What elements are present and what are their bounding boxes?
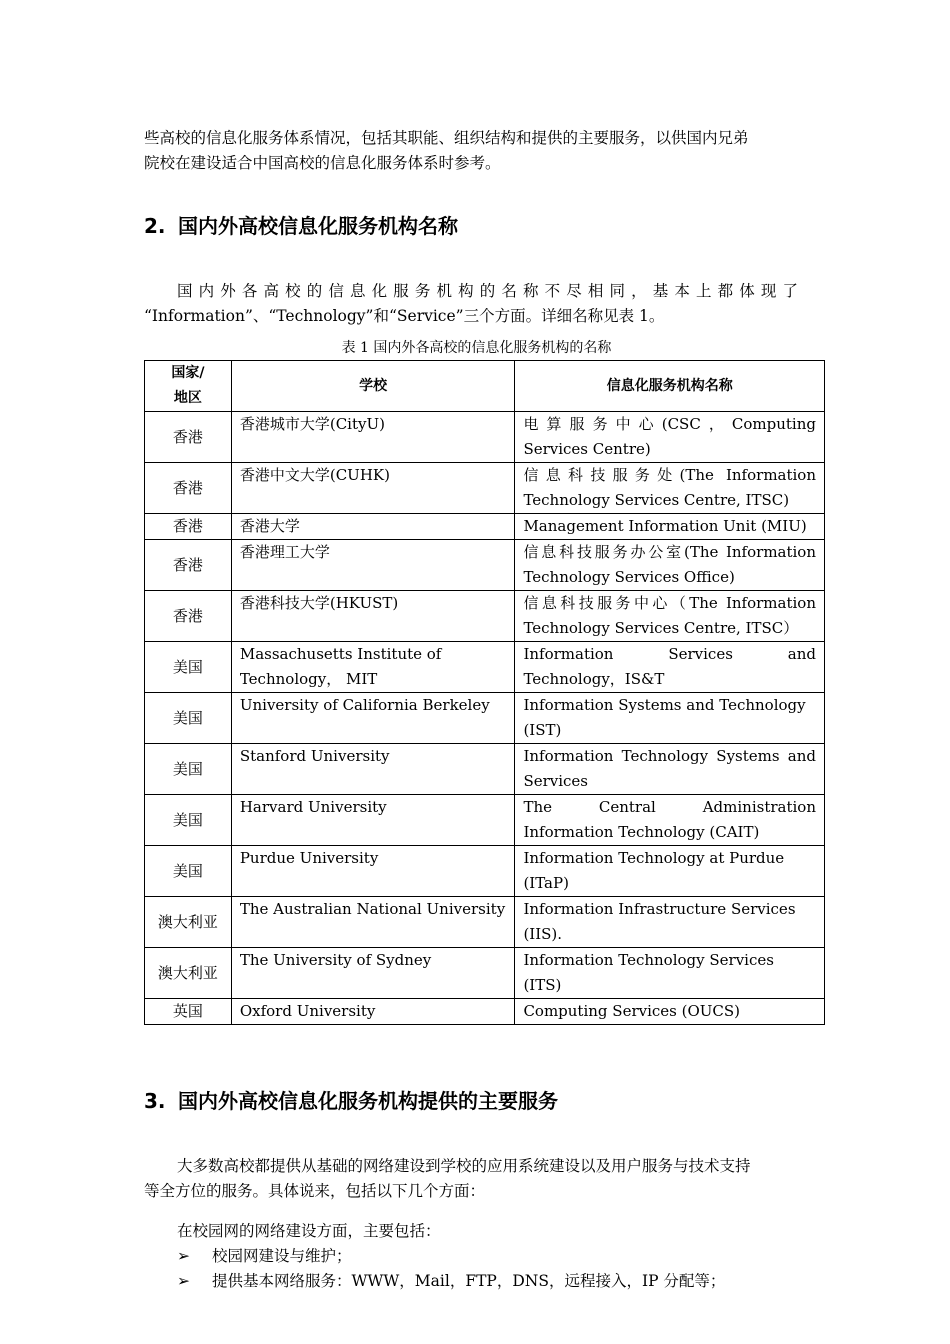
- cell-country: 澳大利亚: [145, 897, 232, 948]
- section3-title: 国内外高校信息化服务机构提供的主要服务: [178, 1089, 558, 1113]
- bullet-arrow-icon: ➢: [177, 1247, 190, 1265]
- header-country: 国家/ 地区: [145, 361, 232, 412]
- table-row: [145, 591, 825, 642]
- cell-org: The Central Administration Information Technology (CAIT): [515, 795, 825, 846]
- cell-school: 香港城市大学(CityU): [231, 412, 515, 463]
- table-row: [145, 744, 825, 795]
- cell-school: 香港中文大学(CUHK): [231, 463, 515, 514]
- cell-org: Information Technology at Purdue (ITaP): [515, 846, 825, 897]
- cell-school: The University of Sydney: [231, 948, 515, 999]
- table-row: [145, 795, 825, 846]
- cell-org: 信息科技服务中心（The Information Technology Services Centre, ITSC）: [515, 591, 825, 642]
- section2-heading: [144, 212, 809, 240]
- cell-country: 香港: [145, 540, 232, 591]
- table-row: [145, 412, 825, 463]
- cell-school: 香港科技大学(HKUST): [231, 591, 515, 642]
- bullet-item: [144, 1269, 809, 1294]
- table-body: [145, 412, 825, 1025]
- section2-title: 国内外高校信息化服务机构名称: [178, 214, 458, 238]
- cell-country: 美国: [145, 846, 232, 897]
- cell-country: 美国: [145, 795, 232, 846]
- table-row: [145, 999, 825, 1025]
- section3-sub-intro: 在校园网的网络建设方面，主要包括：: [177, 1222, 441, 1240]
- section2-para-line2: “Information”、“Technology”和“Service”三个方面。详细名称见表 1。: [144, 307, 665, 325]
- cell-school: Purdue University: [231, 846, 515, 897]
- bullet-text: 提供基本网络服务：WWW，Mail，FTP，DNS，远程接入，IP 分配等；: [212, 1272, 726, 1290]
- intro-line1: 些高校的信息化服务体系情况，包括其职能、组织结构和提供的主要服务，以供国内兄弟: [144, 129, 749, 147]
- institutions-table: [144, 360, 825, 1025]
- cell-org: 信息科技服务处(The Information Technology Services Centre, ITSC): [515, 463, 825, 514]
- cell-country: 美国: [145, 642, 232, 693]
- cell-country: 香港: [145, 591, 232, 642]
- cell-org: Information Infrastructure Services (IIS).: [515, 897, 825, 948]
- cell-org: 电算服务中心(CSC，Computing Services Centre): [515, 412, 825, 463]
- table-row: [145, 948, 825, 999]
- section3-paragraph: [144, 1154, 809, 1204]
- table-row: [145, 642, 825, 693]
- cell-school: Oxford University: [231, 999, 515, 1025]
- cell-country: 澳大利亚: [145, 948, 232, 999]
- section2-para-line1: 国内外各高校的信息化服务机构的名称不尽相同，基本上都体现了: [177, 282, 804, 300]
- bullet-text: 校园网建设与维护；: [212, 1247, 352, 1265]
- table-row: [145, 693, 825, 744]
- cell-org: Management Information Unit (MIU): [515, 514, 825, 540]
- cell-country: 香港: [145, 514, 232, 540]
- table-caption: 表 1 国内外各高校的信息化服务机构的名称: [341, 340, 612, 356]
- section3-number: 3.: [144, 1089, 166, 1113]
- table-row: [145, 463, 825, 514]
- section3-heading: [144, 1087, 809, 1115]
- bullet-arrow-icon: ➢: [177, 1272, 190, 1290]
- cell-org: Information Services and Technology，IS&T: [515, 642, 825, 693]
- section2-paragraph: [144, 279, 804, 329]
- header-school: 学校: [231, 361, 515, 412]
- section3-para-line2: 等全方位的服务。具体说来，包括以下几个方面：: [144, 1182, 486, 1200]
- cell-school: Stanford University: [231, 744, 515, 795]
- document-page: [144, 122, 816, 1294]
- cell-school: 香港大学: [231, 514, 515, 540]
- cell-org: 信息科技服务办公室(The Information Technology Services Office): [515, 540, 825, 591]
- bullet-item: [144, 1244, 809, 1269]
- cell-country: 美国: [145, 744, 232, 795]
- cell-org: Information Technology Services (ITS): [515, 948, 825, 999]
- header-org: 信息化服务机构名称: [515, 361, 825, 412]
- table-row: [145, 514, 825, 540]
- cell-school: University of California Berkeley: [231, 693, 515, 744]
- cell-org: Information Technology Systems and Services: [515, 744, 825, 795]
- intro-line2: 院校在建设适合中国高校的信息化服务体系时参考。: [144, 154, 501, 172]
- cell-country: 香港: [145, 412, 232, 463]
- cell-country: 美国: [145, 693, 232, 744]
- cell-org: Information Systems and Technology (IST): [515, 693, 825, 744]
- table-row: [145, 897, 825, 948]
- table-row: [145, 540, 825, 591]
- cell-school: 香港理工大学: [231, 540, 515, 591]
- table-row: [145, 846, 825, 897]
- cell-org: Computing Services (OUCS): [515, 999, 825, 1025]
- intro-paragraph: [144, 126, 809, 176]
- cell-country: 英国: [145, 999, 232, 1025]
- section3-para-line1: 大多数高校都提供从基础的网络建设到学校的应用系统建设以及用户服务与技术支持: [177, 1157, 751, 1175]
- section2-number: 2.: [144, 214, 166, 238]
- cell-school: Massachusetts Institute of Technology， MIT: [231, 642, 515, 693]
- cell-school: The Australian National University: [231, 897, 515, 948]
- table-header-row: [145, 361, 825, 412]
- cell-school: Harvard University: [231, 795, 515, 846]
- cell-country: 香港: [145, 463, 232, 514]
